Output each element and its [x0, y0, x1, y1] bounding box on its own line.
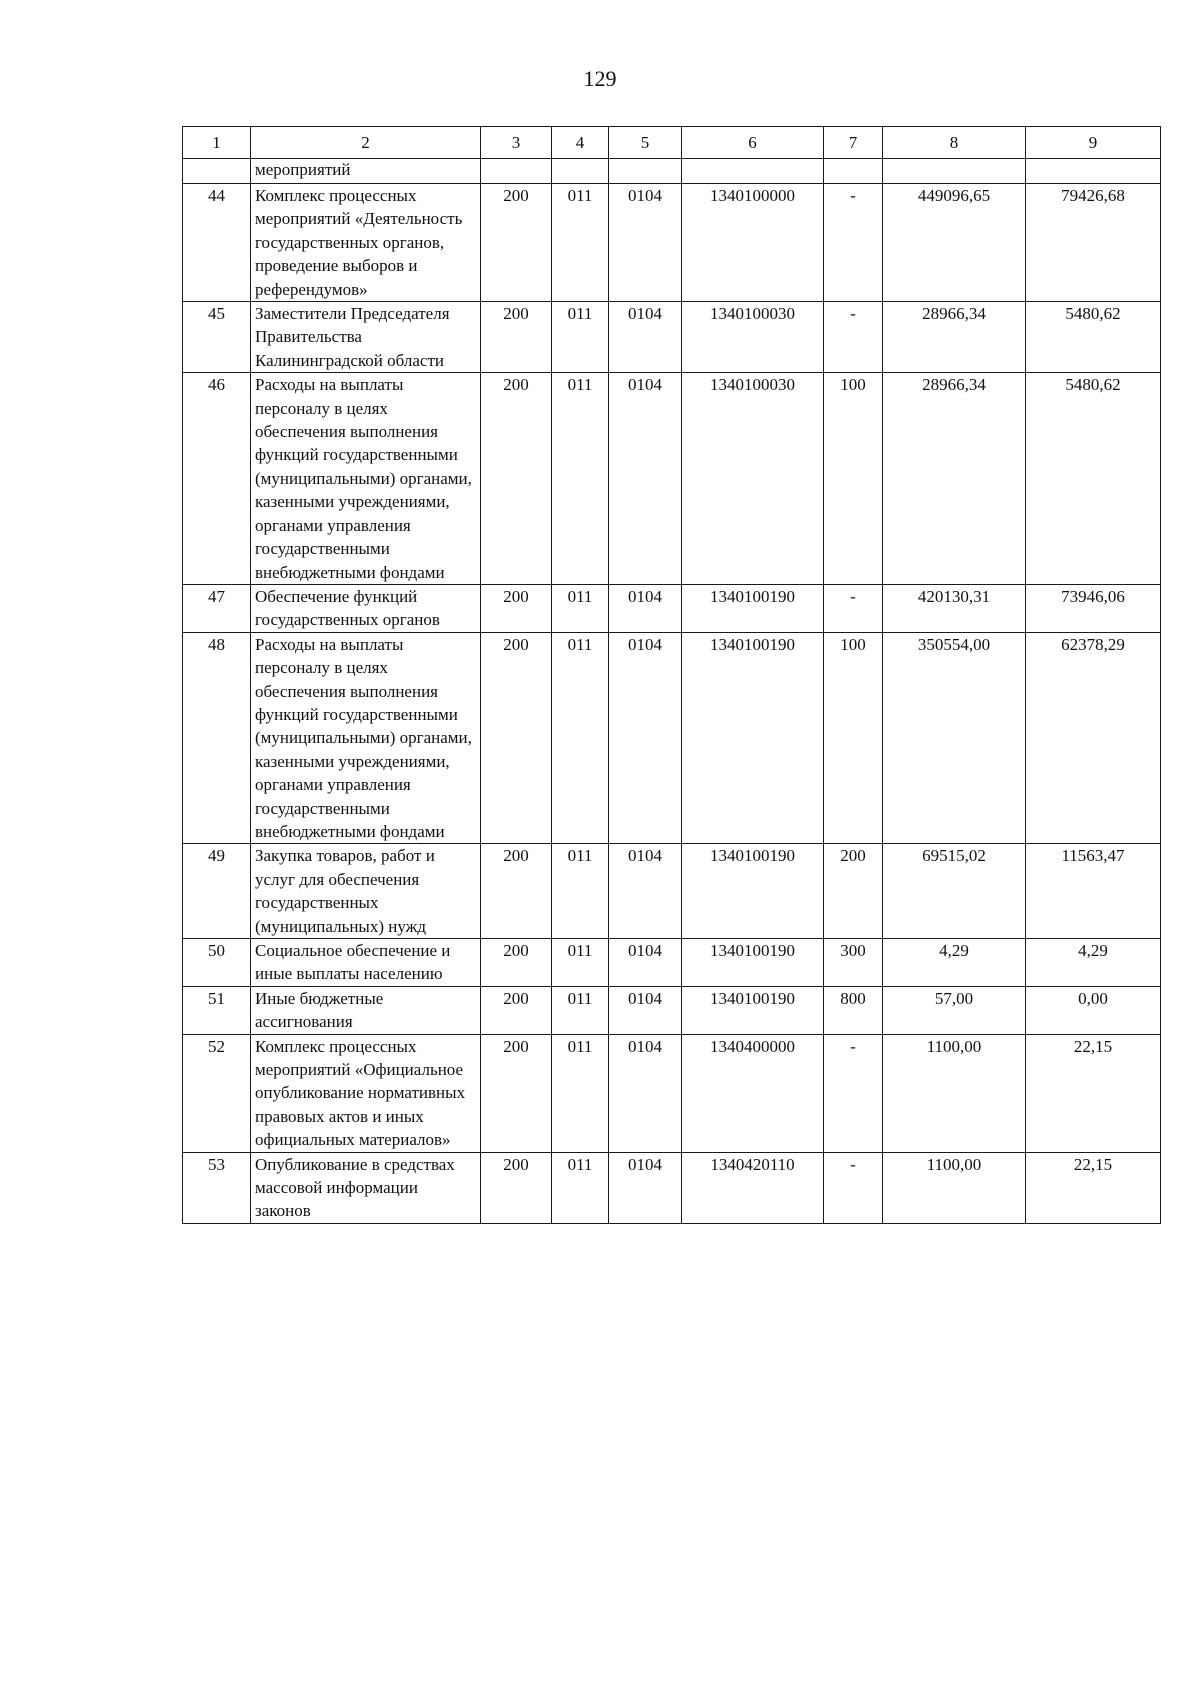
- row-number: 52: [183, 1034, 251, 1152]
- code-col6: [682, 159, 824, 184]
- amount-col8: 57,00: [883, 986, 1026, 1034]
- code-col3: 200: [481, 302, 552, 373]
- code-col5: [609, 159, 682, 184]
- amount-col9: 79426,68: [1026, 184, 1161, 302]
- code-col4: 011: [552, 1152, 609, 1223]
- amount-col8: 28966,34: [883, 302, 1026, 373]
- row-number: 46: [183, 373, 251, 585]
- row-name: Обеспечение функций государственных органов: [251, 584, 481, 632]
- code-col7: -: [824, 302, 883, 373]
- row-name: Иные бюджетные ассигнования: [251, 986, 481, 1034]
- amount-col9: 5480,62: [1026, 373, 1161, 585]
- code-col3: 200: [481, 584, 552, 632]
- row-number: 48: [183, 632, 251, 844]
- code-col5: 0104: [609, 1034, 682, 1152]
- amount-col9: 5480,62: [1026, 302, 1161, 373]
- code-col4: 011: [552, 373, 609, 585]
- amount-col8: 350554,00: [883, 632, 1026, 844]
- table-row: [183, 302, 1161, 373]
- code-col6: 1340100030: [682, 302, 824, 373]
- table-row: [183, 844, 1161, 939]
- amount-col8: 4,29: [883, 939, 1026, 987]
- code-col5: 0104: [609, 632, 682, 844]
- column-header: 5: [609, 127, 682, 159]
- code-col4: 011: [552, 632, 609, 844]
- code-col4: 011: [552, 939, 609, 987]
- code-col4: 011: [552, 184, 609, 302]
- row-name: Комплекс процессных мероприятий «Деятельность государственных органов, проведение выборов и референдумов»: [251, 184, 481, 302]
- code-col7: -: [824, 1152, 883, 1223]
- column-header: 9: [1026, 127, 1161, 159]
- amount-col8: 420130,31: [883, 584, 1026, 632]
- code-col7: [824, 159, 883, 184]
- code-col5: 0104: [609, 986, 682, 1034]
- code-col7: 300: [824, 939, 883, 987]
- amount-col9: [1026, 159, 1161, 184]
- code-col6: 1340100000: [682, 184, 824, 302]
- amount-col8: 28966,34: [883, 373, 1026, 585]
- amount-col8: 1100,00: [883, 1152, 1026, 1223]
- column-header: 2: [251, 127, 481, 159]
- row-name: Заместители Председателя Правительства Калининградской области: [251, 302, 481, 373]
- row-number: 44: [183, 184, 251, 302]
- code-col5: 0104: [609, 302, 682, 373]
- code-col5: 0104: [609, 184, 682, 302]
- table-row: [183, 373, 1161, 585]
- code-col4: 011: [552, 1034, 609, 1152]
- code-col5: 0104: [609, 939, 682, 987]
- row-number: 49: [183, 844, 251, 939]
- table-row: [183, 632, 1161, 844]
- row-number: 53: [183, 1152, 251, 1223]
- amount-col8: 69515,02: [883, 844, 1026, 939]
- code-col6: 1340100030: [682, 373, 824, 585]
- column-header: 3: [481, 127, 552, 159]
- code-col4: 011: [552, 302, 609, 373]
- table-row: [183, 1152, 1161, 1223]
- amount-col9: 22,15: [1026, 1034, 1161, 1152]
- code-col4: 011: [552, 986, 609, 1034]
- code-col7: -: [824, 1034, 883, 1152]
- continuation-row: [183, 159, 1161, 184]
- amount-col9: 73946,06: [1026, 584, 1161, 632]
- code-col6: 1340100190: [682, 632, 824, 844]
- code-col5: 0104: [609, 584, 682, 632]
- code-col7: 800: [824, 986, 883, 1034]
- code-col3: 200: [481, 939, 552, 987]
- row-name: Расходы на выплаты персоналу в целях обеспечения выполнения функций государственными (муниципальными) органами, казенными учреждениями, органами управления государственными внебюджетными фондами: [251, 632, 481, 844]
- row-number: 50: [183, 939, 251, 987]
- row-name: Закупка товаров, работ и услуг для обеспечения государственных (муниципальных) нужд: [251, 844, 481, 939]
- table-row: [183, 584, 1161, 632]
- table-row: [183, 1034, 1161, 1152]
- column-header: 1: [183, 127, 251, 159]
- row-number: 45: [183, 302, 251, 373]
- code-col6: 1340100190: [682, 584, 824, 632]
- code-col3: 200: [481, 1034, 552, 1152]
- code-col3: [481, 159, 552, 184]
- amount-col8: 449096,65: [883, 184, 1026, 302]
- code-col4: 011: [552, 584, 609, 632]
- code-col6: 1340100190: [682, 939, 824, 987]
- code-col4: 011: [552, 844, 609, 939]
- table-row: [183, 986, 1161, 1034]
- row-name: Опубликование в средствах массовой информации законов: [251, 1152, 481, 1223]
- page-number: 129: [583, 66, 617, 91]
- row-name: Комплекс процессных мероприятий «Официальное опубликование нормативных правовых актов и иных официальных материалов»: [251, 1034, 481, 1152]
- code-col7: 200: [824, 844, 883, 939]
- code-col5: 0104: [609, 373, 682, 585]
- code-col7: -: [824, 184, 883, 302]
- code-col5: 0104: [609, 1152, 682, 1223]
- amount-col9: 62378,29: [1026, 632, 1161, 844]
- code-col6: 1340400000: [682, 1034, 824, 1152]
- column-header: 4: [552, 127, 609, 159]
- code-col6: 1340100190: [682, 986, 824, 1034]
- table-row: [183, 939, 1161, 987]
- code-col5: 0104: [609, 844, 682, 939]
- row-name: мероприятий: [251, 159, 481, 184]
- table-header: [183, 127, 1161, 159]
- amount-col8: 1100,00: [883, 1034, 1026, 1152]
- row-name: Социальное обеспечение и иные выплаты населению: [251, 939, 481, 987]
- amount-col9: 11563,47: [1026, 844, 1161, 939]
- code-col4: [552, 159, 609, 184]
- code-col7: 100: [824, 373, 883, 585]
- code-col7: -: [824, 584, 883, 632]
- table-body: [183, 159, 1161, 1224]
- code-col3: 200: [481, 184, 552, 302]
- amount-col8: [883, 159, 1026, 184]
- amount-col9: 0,00: [1026, 986, 1161, 1034]
- code-col3: 200: [481, 373, 552, 585]
- budget-table: [182, 126, 1161, 1224]
- header-row: [183, 127, 1161, 159]
- code-col6: 1340100190: [682, 844, 824, 939]
- column-header: 7: [824, 127, 883, 159]
- column-header: 8: [883, 127, 1026, 159]
- code-col6: 1340420110: [682, 1152, 824, 1223]
- row-number: 47: [183, 584, 251, 632]
- code-col3: 200: [481, 844, 552, 939]
- code-col3: 200: [481, 1152, 552, 1223]
- amount-col9: 22,15: [1026, 1152, 1161, 1223]
- row-number: 51: [183, 986, 251, 1034]
- code-col3: 200: [481, 986, 552, 1034]
- code-col7: 100: [824, 632, 883, 844]
- table-row: [183, 184, 1161, 302]
- column-header: 6: [682, 127, 824, 159]
- code-col3: 200: [481, 632, 552, 844]
- amount-col9: 4,29: [1026, 939, 1161, 987]
- row-number: [183, 159, 251, 184]
- row-name: Расходы на выплаты персоналу в целях обеспечения выполнения функций государственными (муниципальными) органами, казенными учреждениями, органами управления государственными внебюджетными фондами: [251, 373, 481, 585]
